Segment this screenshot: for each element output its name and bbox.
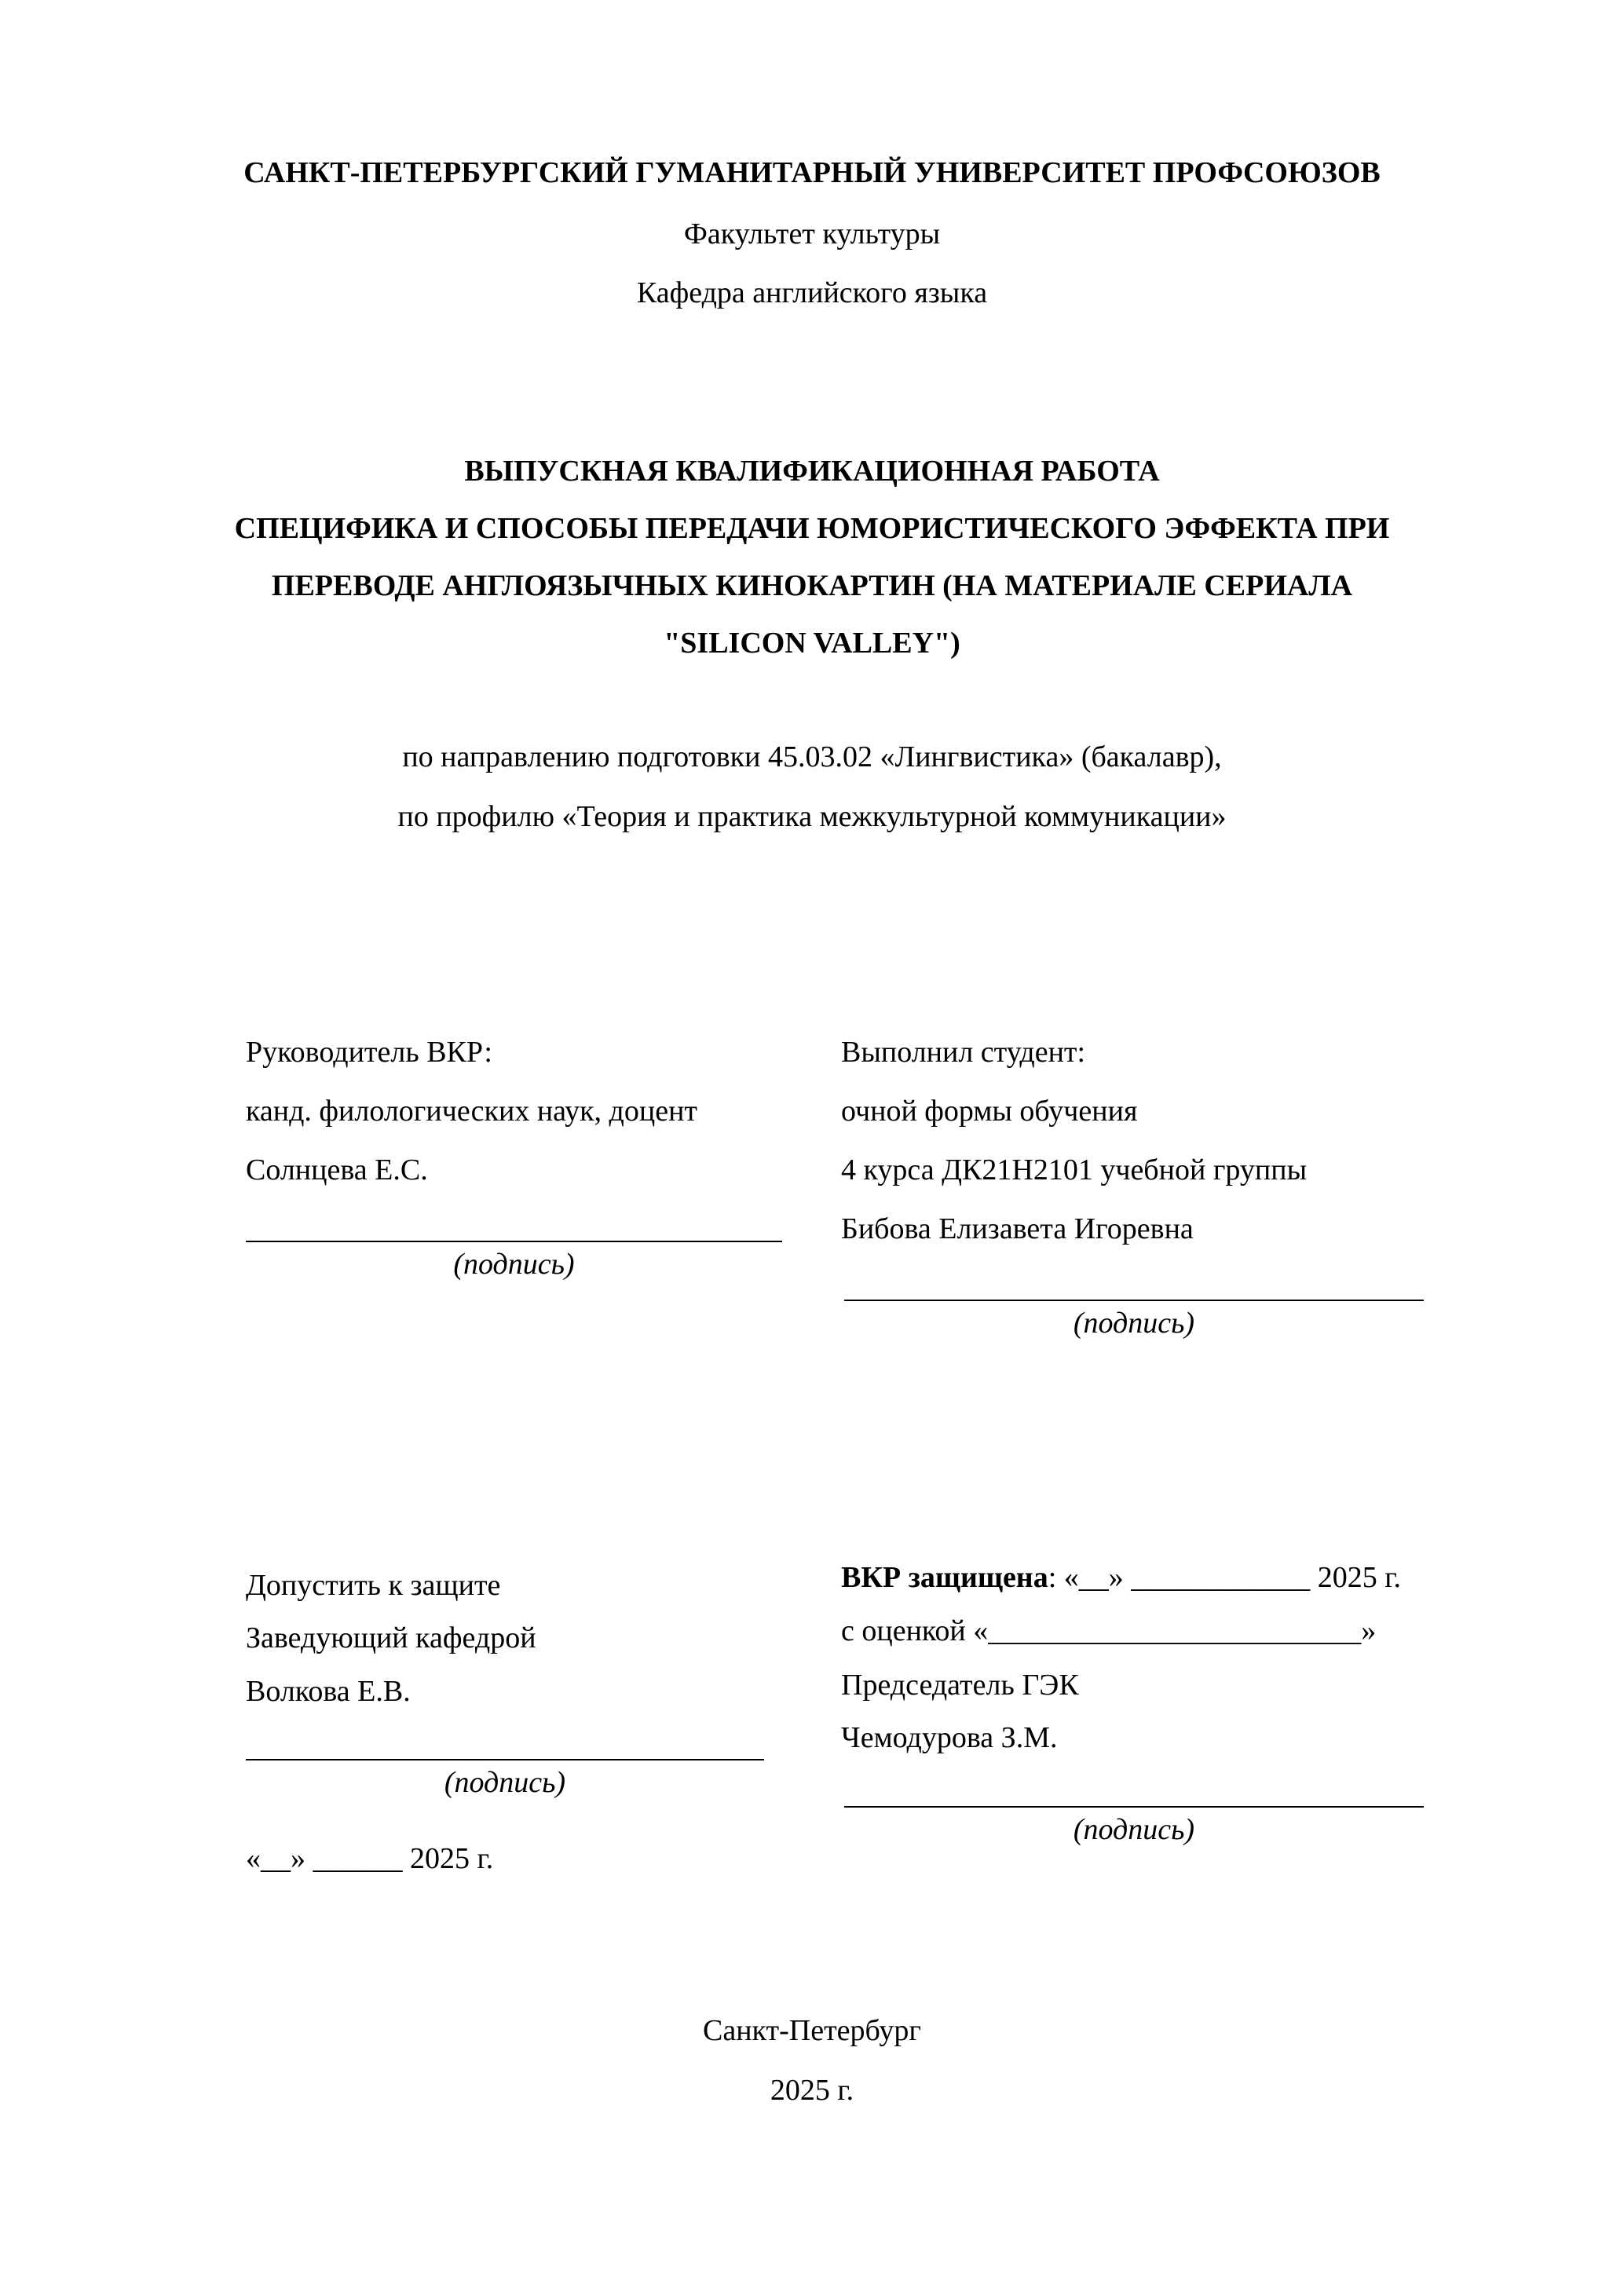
department-name: Кафедра английского языка xyxy=(636,276,988,309)
defense-date: : «__» ____________ 2025 г. xyxy=(1048,1561,1402,1594)
gek-chair-title: Председатель ГЭК xyxy=(841,1669,1079,1702)
university-name: САНКТ-ПЕТЕРБУРГСКИЙ ГУМАНИТАРНЫЙ УНИВЕРСИТЕТ ПРОФСОЮЗОВ xyxy=(243,156,1381,189)
gek-signature-caption: (подпись) xyxy=(1073,1813,1195,1846)
student-label: Выполнил студент: xyxy=(841,1036,1086,1069)
study-profile: по профилю «Теория и практика межкультурной коммуникации» xyxy=(397,800,1227,833)
defense-status xyxy=(841,1560,1401,1595)
admission-date: «__» ______ 2025 г. xyxy=(246,1842,494,1875)
thesis-title-line-3: "SILICON VALLEY") xyxy=(664,627,960,660)
defense-grade: с оценкой «_________________________» xyxy=(841,1614,1377,1647)
gek-chair-name: Чемодурова З.М. xyxy=(841,1721,1058,1754)
thesis-title-line-2: ПЕРЕВОДЕ АНГЛОЯЗЫЧНЫХ КИНОКАРТИН (НА МАТЕРИАЛЕ СЕРИАЛА xyxy=(271,569,1353,602)
city: Санкт-Петербург xyxy=(702,2014,922,2047)
admission-label: Допустить к защите xyxy=(246,1569,501,1602)
student-study-form: очной формы обучения xyxy=(841,1095,1138,1128)
head-of-department-title: Заведующий кафедрой xyxy=(246,1621,536,1654)
student-name: Бибова Елизавета Игоревна xyxy=(841,1212,1194,1245)
head-of-department-name: Волкова Е.В. xyxy=(246,1675,411,1708)
supervisor-signature-caption: (подпись) xyxy=(453,1248,575,1281)
supervisor-signature-line xyxy=(246,1241,782,1242)
student-group: 4 курса ДК21Н2101 учебной группы xyxy=(841,1153,1308,1186)
admission-signature-line xyxy=(246,1759,764,1760)
supervisor-name: Солнцева Е.С. xyxy=(246,1153,428,1186)
study-direction: по направлению подготовки 45.03.02 «Лингвистика» (бакалавр), xyxy=(402,740,1222,773)
admission-signature-caption: (подпись) xyxy=(444,1766,566,1799)
faculty-name: Факультет культуры xyxy=(683,218,941,250)
student-signature-line xyxy=(844,1300,1424,1301)
defense-label-bold: ВКР защищена xyxy=(841,1561,1048,1594)
supervisor-label: Руководитель ВКР: xyxy=(246,1036,492,1069)
work-type: ВЫПУСКНАЯ КВАЛИФИКАЦИОННАЯ РАБОТА xyxy=(464,455,1160,488)
student-signature-caption: (подпись) xyxy=(1073,1307,1195,1340)
gek-signature-line xyxy=(844,1806,1424,1808)
supervisor-degree: канд. филологических наук, доцент xyxy=(246,1095,698,1128)
thesis-title-line-1: СПЕЦИФИКА И СПОСОБЫ ПЕРЕДАЧИ ЮМОРИСТИЧЕСКОГО ЭФФЕКТА ПРИ xyxy=(234,512,1390,545)
year: 2025 г. xyxy=(770,2074,854,2107)
